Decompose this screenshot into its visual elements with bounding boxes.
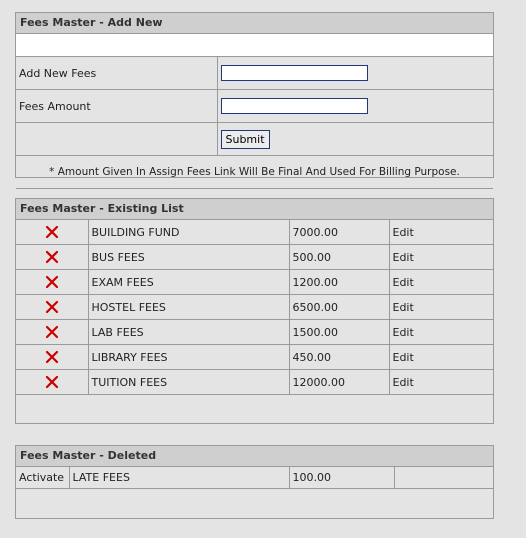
blank-row xyxy=(16,34,493,57)
delete-cell xyxy=(16,245,88,270)
edit-link[interactable]: Edit xyxy=(389,295,493,320)
fee-row xyxy=(16,370,493,395)
existing-fees-table xyxy=(16,220,493,395)
fee-row xyxy=(16,320,493,345)
fee-name: BUS FEES xyxy=(88,245,289,270)
edit-link[interactable]: Edit xyxy=(389,345,493,370)
delete-icon[interactable] xyxy=(45,375,59,389)
edit-link[interactable]: Edit xyxy=(389,220,493,245)
delete-icon[interactable] xyxy=(45,325,59,339)
add-new-form xyxy=(16,57,493,189)
add-new-header: Fees Master - Add New xyxy=(16,13,493,34)
fee-amount: 7000.00 xyxy=(289,220,389,245)
fee-amount: 450.00 xyxy=(289,345,389,370)
delete-cell xyxy=(16,370,88,395)
existing-list-header: Fees Master - Existing List xyxy=(16,199,493,220)
fee-name: LAB FEES xyxy=(88,320,289,345)
fees-amount-cell xyxy=(217,90,493,123)
fees-name-label: Add New Fees xyxy=(16,57,217,90)
deleted-header: Fees Master - Deleted xyxy=(16,446,493,467)
fee-amount: 500.00 xyxy=(289,245,389,270)
add-new-panel xyxy=(15,12,494,178)
fee-name: BUILDING FUND xyxy=(88,220,289,245)
fee-name: EXAM FEES xyxy=(88,270,289,295)
fee-amount: 1200.00 xyxy=(289,270,389,295)
fee-amount: 1500.00 xyxy=(289,320,389,345)
fee-name: LIBRARY FEES xyxy=(88,345,289,370)
edit-link[interactable]: Edit xyxy=(389,320,493,345)
fee-row xyxy=(16,295,493,320)
fees-name-cell xyxy=(217,57,493,90)
delete-cell xyxy=(16,270,88,295)
edit-link[interactable]: Edit xyxy=(389,245,493,270)
fee-amount: 12000.00 xyxy=(289,370,389,395)
deleted-empty-cell xyxy=(394,467,493,489)
delete-cell xyxy=(16,320,88,345)
fees-amount-label: Fees Amount xyxy=(16,90,217,123)
edit-link[interactable]: Edit xyxy=(389,370,493,395)
delete-cell xyxy=(16,345,88,370)
deleted-fee-amount: 100.00 xyxy=(289,467,394,489)
edit-link[interactable]: Edit xyxy=(389,270,493,295)
delete-cell xyxy=(16,220,88,245)
delete-icon[interactable] xyxy=(45,250,59,264)
deleted-panel xyxy=(15,445,494,519)
fee-amount: 6500.00 xyxy=(289,295,389,320)
fee-name: HOSTEL FEES xyxy=(88,295,289,320)
fee-name: TUITION FEES xyxy=(88,370,289,395)
delete-icon[interactable] xyxy=(45,275,59,289)
fees-amount-input[interactable] xyxy=(221,98,368,114)
fee-row xyxy=(16,345,493,370)
delete-icon[interactable] xyxy=(45,225,59,239)
list-footer xyxy=(16,395,493,423)
deleted-fee-name: LATE FEES xyxy=(69,467,289,489)
fee-row xyxy=(16,270,493,295)
delete-cell xyxy=(16,295,88,320)
delete-icon[interactable] xyxy=(45,300,59,314)
empty-cell xyxy=(16,123,217,156)
deleted-fees-table xyxy=(16,467,493,489)
deleted-row xyxy=(16,467,493,489)
fees-name-input[interactable] xyxy=(221,65,368,81)
existing-list-panel xyxy=(15,198,494,424)
fee-row xyxy=(16,220,493,245)
activate-link[interactable]: Activate xyxy=(16,467,69,489)
submit-button[interactable]: Submit xyxy=(221,130,270,149)
fee-row xyxy=(16,245,493,270)
submit-cell xyxy=(217,123,493,156)
billing-note: * Amount Given In Assign Fees Link Will Be Final And Used For Billing Purpose. xyxy=(16,156,493,189)
delete-icon[interactable] xyxy=(45,350,59,364)
